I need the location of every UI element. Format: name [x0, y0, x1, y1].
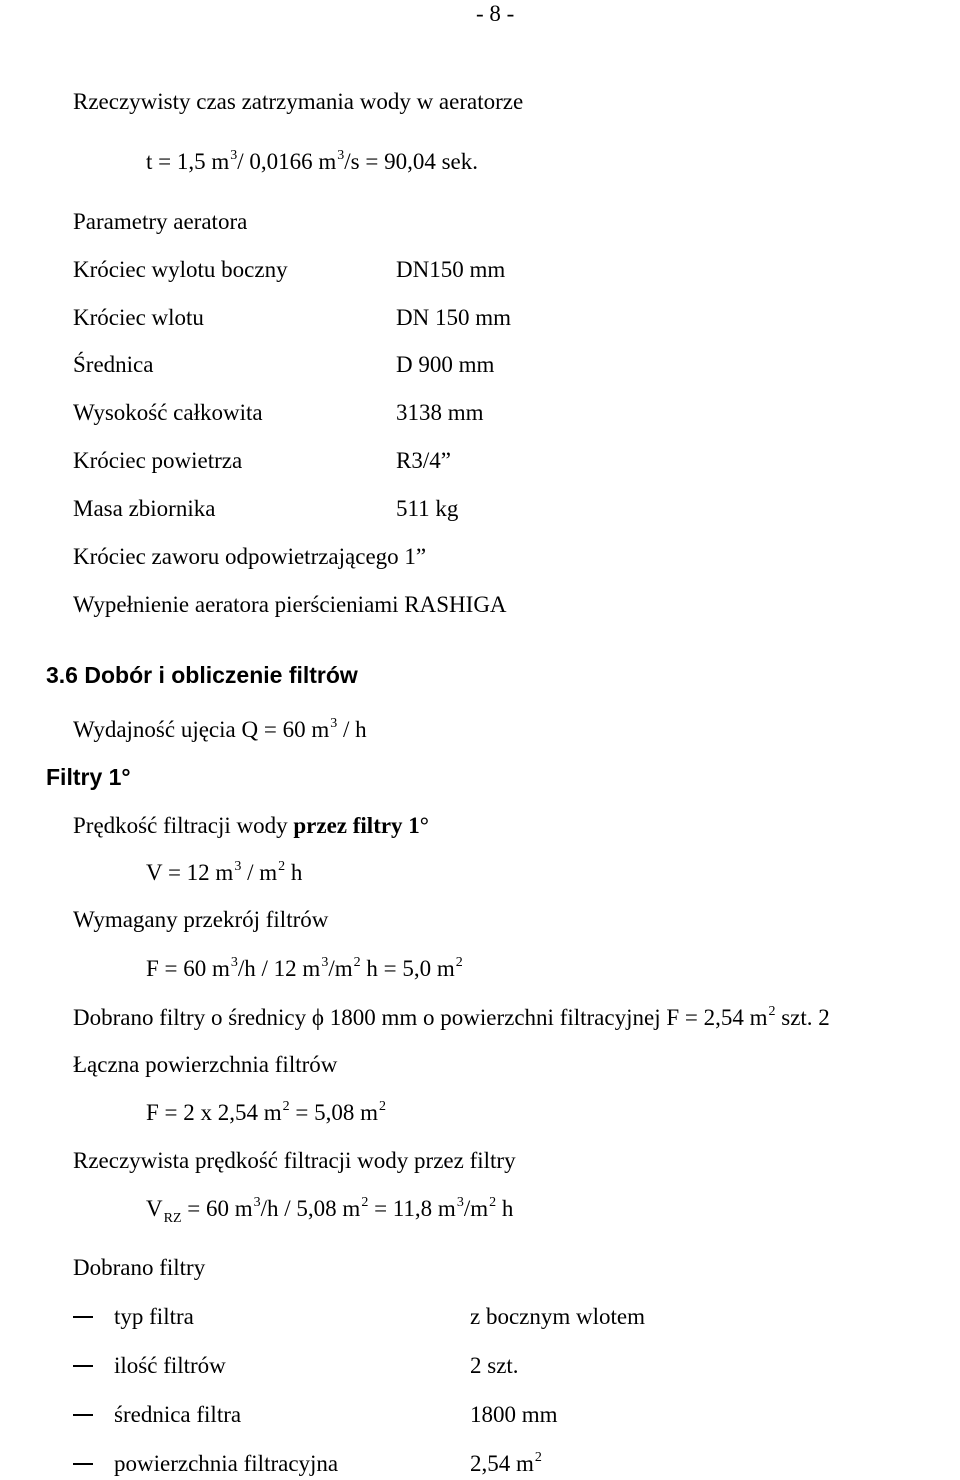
param-label: Króciec powietrza	[73, 448, 243, 473]
list-dash	[73, 1365, 93, 1367]
params-title: Parametry aeratora	[73, 209, 248, 234]
list-dash	[73, 1414, 93, 1416]
filter-spec-value: 2,54 $m^2$	[470, 1450, 542, 1476]
real-speed-label: Rzeczywista prędkość filtracji wody przez filtry	[73, 1148, 516, 1173]
param-value: DN150 mm	[396, 257, 506, 282]
filter-spec-value: 1800 mm	[470, 1402, 558, 1427]
cross-section-label: Wymagany przekrój filtrów	[73, 907, 329, 932]
param-label: Króciec wylotu boczny	[73, 257, 288, 282]
param-label: Króciec wlotu	[73, 305, 204, 330]
filter-spec-label: typ filtra	[114, 1304, 194, 1329]
filter-spec-value: z bocznym wlotem	[470, 1304, 646, 1329]
filter-spec-label: średnica filtra	[114, 1402, 242, 1427]
filter-spec-value: 2 szt.	[470, 1353, 519, 1378]
param-value: R3/4”	[396, 448, 451, 473]
list-dash	[73, 1316, 93, 1318]
page-number: - 8 -	[476, 1, 515, 26]
valve-text: Króciec zaworu odpowietrzającego 1”	[73, 544, 427, 569]
speed-label: Prędkość filtracji wody przez filtry 1°	[73, 813, 430, 838]
retention-title: Rzeczywisty czas zatrzymania wody w aeratorze	[73, 89, 524, 114]
param-label: Wysokość całkowita	[73, 400, 263, 425]
filter-spec-label: ilość filtrów	[114, 1353, 226, 1378]
total-area-formula: F = 2 x 2,54 $m^2 = 5,08$ $m^2$	[146, 1099, 387, 1125]
chosen-filters-text: Dobrano filtry o średnicy ϕ 1800 mm o powierzchni filtracyjnej F = 2,54 $m^2$ szt. 2	[73, 1004, 830, 1030]
filling-text: Wypełnienie aeratora pierścieniami RASHIGA	[73, 592, 507, 617]
list-dash	[73, 1463, 93, 1465]
param-value: D 900 mm	[396, 352, 495, 377]
param-label: Średnica	[73, 352, 154, 377]
retention-formula: t = 1,5 $m^3/$ 0,0166 $m^3/s = 90,04$ sek.	[146, 148, 479, 174]
filter-spec-label: powierzchnia filtracyjna	[114, 1451, 339, 1476]
section-heading: 3.6 Dobór i obliczenie filtrów	[46, 662, 358, 688]
capacity-formula: Wydajność ujęcia Q = 60 $m^3$ / h	[73, 716, 367, 742]
param-label: Masa zbiornika	[73, 496, 216, 521]
param-value: 511 kg	[396, 496, 459, 521]
param-value: DN 150 mm	[396, 305, 511, 330]
total-area-label: Łączna powierzchnia filtrów	[73, 1052, 338, 1077]
speed-formula: V = 12 $m^3 / m^2$ h	[146, 859, 303, 885]
cross-section-formula: F = 60 $m^3/h / 12$ $m^3/m^2$ h = 5,0 $m^2$	[146, 955, 463, 981]
filters-heading: Filtry 1°	[46, 764, 131, 790]
real-speed-formula: $V_{RZ} = 60$ $m^3/h / 5,08$ $m^2 = 11,8$ $m^3/m^2$ h	[146, 1195, 514, 1226]
param-value: 3138 mm	[396, 400, 484, 425]
chosen-filters-title: Dobrano filtry	[73, 1255, 206, 1280]
